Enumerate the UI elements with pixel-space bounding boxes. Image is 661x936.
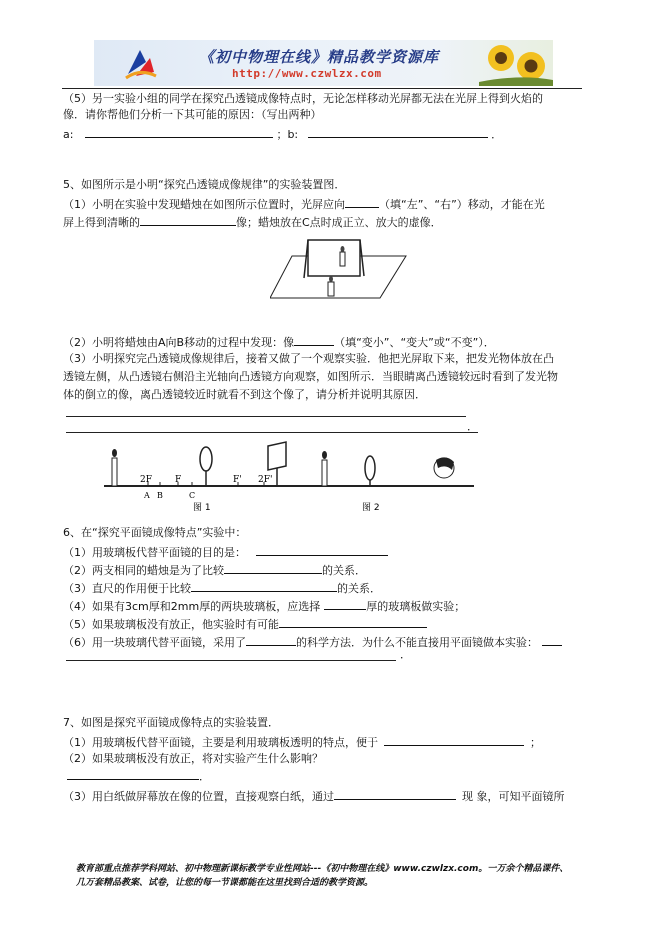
- q6-reason-line[interactable]: [66, 660, 396, 661]
- q5-title: 5、如图所示是小明“探究凸透镜成像规律”的实验装置图．: [63, 178, 346, 191]
- q6-l2-text-b: 的关系．: [322, 564, 366, 577]
- q6-title: 6、在“探究平面镜成像特点”实验中：: [63, 526, 247, 539]
- figure-2-label: 图 2: [362, 503, 380, 513]
- q7-l3-text-b: 现 象，可知平面镜所: [462, 790, 565, 803]
- q5-part2: [63, 334, 495, 350]
- q7-l1-text-a: （1）用玻璃板代替平面镜，主要是利用玻璃板透明的特点，便于: [63, 736, 378, 749]
- q5-part3-line1: （3）小明探究完凸透镜成像规律后，接着又做了一个观察实验．他把光屏取下来，把发光物体放在凸: [63, 352, 554, 365]
- q5-direction-blank[interactable]: [345, 196, 379, 208]
- q4-part5-answer-row: [63, 126, 502, 142]
- q6-l2-text-a: （2）两支相同的蜡烛是为了比较: [63, 564, 224, 577]
- q6-line3: [63, 580, 381, 596]
- footer: [76, 862, 568, 890]
- mark-c: C: [189, 491, 196, 500]
- banner-url: http://www.czwlzx.com: [232, 67, 382, 80]
- lens-apparatus-figure: [270, 236, 410, 314]
- figure-1-label: 图 1: [193, 503, 211, 513]
- answer-a-blank[interactable]: [85, 126, 273, 138]
- answer-b-blank[interactable]: [308, 126, 488, 138]
- q6-l6-text-a: （6）用一块玻璃代替平面镜，采用了: [63, 636, 246, 649]
- q7-line2: （2）如果玻璃板没有放正，将对实验产生什么影响？: [63, 752, 323, 765]
- q5-part1-text-c: 屏上得到清晰的: [63, 216, 140, 229]
- q5-answer-line-1[interactable]: [66, 416, 466, 417]
- q6-method-blank[interactable]: [246, 634, 296, 646]
- banner-title: 《初中物理在线》精品教学资源库: [199, 48, 440, 66]
- q6-l3-text-b: 的关系．: [337, 582, 381, 595]
- q4-part5-line1: （5）另一实验小组的同学在探究凸透镜成像特点时，无论怎样移动光屏都无法在光屏上得到火焰的: [63, 92, 543, 105]
- header-banner: [94, 40, 553, 86]
- q5-part2-text-b: （填“变小”、“变大”或“不变”）．: [334, 336, 495, 349]
- sunflower-icon: [479, 40, 553, 86]
- q6-thickness-blank[interactable]: [324, 598, 366, 610]
- mark-a: A: [144, 491, 150, 500]
- q7-line3: [63, 788, 565, 804]
- answer-end: ．: [491, 128, 503, 141]
- q7-l2-end: ．: [199, 770, 210, 783]
- q7-line2-answer: [63, 768, 210, 784]
- q5-image-type-blank[interactable]: [140, 214, 236, 226]
- q7-line1: [63, 734, 541, 750]
- q5-part1-text-b: （填“左”、“右”）移动，才能在光: [379, 198, 545, 211]
- q7-effect-blank[interactable]: [67, 768, 199, 780]
- q6-line4: [63, 598, 465, 614]
- answer-a-label: a:: [63, 128, 74, 141]
- q6-reason-blank-a[interactable]: [542, 634, 562, 646]
- q6-l4-text-a: （4）如果有3cm厚和2mm厚的两块玻璃板，应选择: [63, 600, 321, 613]
- q6-ruler-blank[interactable]: [191, 580, 337, 592]
- q5-part2-text-a: （2）小明将蜡烛由A向B移动的过程中发现：像: [63, 336, 295, 349]
- q5-part3-line3: 体的倒立的像，离凸透镜较近时就看不到这个像了，请分析并说明其原因．: [63, 388, 426, 401]
- q5-part1-line1: [63, 196, 545, 212]
- q6-l5-text: （5）如果玻璃板没有放正，他实验时有可能: [63, 618, 279, 631]
- q6-l1-text: （1）用玻璃板代替平面镜的目的是：: [63, 546, 246, 559]
- q6-purpose-blank[interactable]: [256, 544, 388, 556]
- q5-part3-line2: 透镜左侧，从凸透镜右侧沿主光轴向凸透镜方向观察，如图所示．当眼睛离凸透镜较远时看到了发光物: [63, 370, 558, 383]
- answer-b-label: ；b:: [276, 128, 299, 141]
- footer-line1: 教育部重点推荐学科网站、初中物理新课标教学专业性网站---《初中物理在线》www.czwlzx.com。一万余个精品课件、: [76, 864, 569, 874]
- q7-title: 7、如图是探究平面镜成像特点的实验装置．: [63, 716, 279, 729]
- q7-l3-text-a: （3）用白纸做屏幕放在像的位置，直接观察白纸，通过: [63, 790, 334, 803]
- q5-answer-line-2[interactable]: [66, 432, 478, 433]
- q6-tilt-blank[interactable]: [279, 616, 427, 628]
- footer-line2: 几万套精品教案、试卷，让您的每一节课都能在这里找到合适的教学资源。: [76, 878, 374, 888]
- q6-l4-text-b: 厚的玻璃板做实验；: [366, 600, 466, 613]
- q6-candle-blank[interactable]: [224, 562, 322, 574]
- q5-part1-text-d: 像；蜡烛放在C点时成正立、放大的虚像．: [236, 216, 442, 229]
- mark-2f: 2F: [140, 475, 152, 485]
- q6-line5: [63, 616, 427, 632]
- mark-f-prime: F': [233, 475, 242, 485]
- q5-answer-end: ．: [467, 420, 478, 433]
- q5-part1-text-a: （1）小明在实验中发现蜡烛在如图所示位置时，光屏应向: [63, 198, 345, 211]
- q6-line1: [63, 544, 388, 560]
- header-rule: [62, 88, 582, 89]
- q6-end: ．: [400, 648, 411, 661]
- q7-transparent-blank[interactable]: [384, 734, 524, 746]
- q6-l6-text-b: 的科学方法．为什么不能直接用平面镜做本实验：: [296, 636, 538, 649]
- q5-image-change-blank[interactable]: [294, 334, 334, 346]
- q6-line6: [63, 634, 562, 650]
- optical-bench-figure: [100, 440, 480, 520]
- site-logo-icon: [122, 44, 158, 82]
- q7-observation-blank[interactable]: [334, 788, 456, 800]
- mark-f: F: [175, 475, 182, 485]
- q5-part1-line2: [63, 214, 442, 230]
- q4-part5-line2: 像．请你帮他们分析一下其可能的原因：（写出两种）: [63, 108, 322, 121]
- q6-line2: [63, 562, 366, 578]
- q7-l1-text-b: ；: [530, 736, 541, 749]
- mark-b: B: [157, 491, 163, 500]
- q6-l3-text-a: （3）直尺的作用便于比较: [63, 582, 191, 595]
- mark-2f-prime: 2F': [258, 475, 273, 485]
